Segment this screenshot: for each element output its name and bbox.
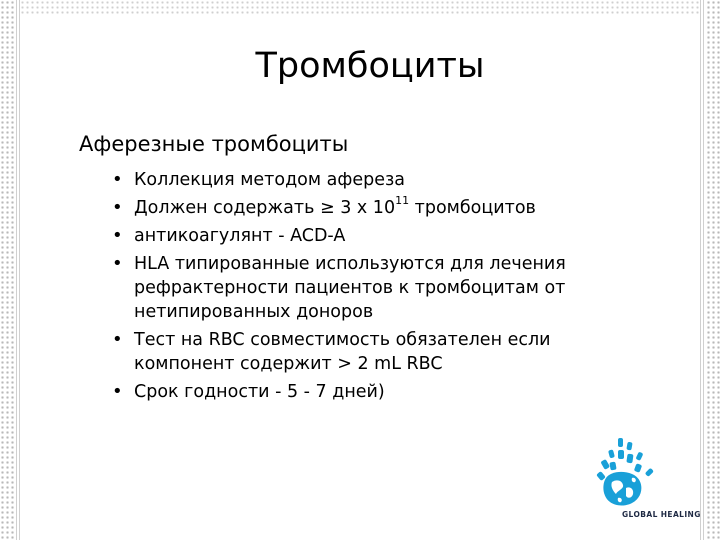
bullet-text <box>134 194 536 218</box>
bullet-marker: • <box>112 329 123 350</box>
top-dotted-band <box>20 0 700 14</box>
slide-subtitle: Аферезные тромбоциты <box>79 132 349 156</box>
bullet-item <box>112 380 632 404</box>
bullet-item <box>112 252 632 324</box>
bullet-item <box>112 328 632 376</box>
hand-globe-logo-icon <box>592 432 702 522</box>
bullet-marker: • <box>112 253 123 274</box>
exponent: 11 <box>395 194 410 208</box>
bullet-marker: • <box>112 169 123 190</box>
bullet-text: антикоагулянт - ACD-A <box>134 226 346 246</box>
bullet-text: Срок годности - 5 - 7 дней) <box>134 382 385 402</box>
slide-title: Тромбоциты <box>255 46 485 86</box>
bullet-text: Коллекция методом афереза <box>134 170 406 190</box>
bullet-item <box>112 168 632 192</box>
bullet-marker: • <box>112 225 123 246</box>
bullet-item <box>112 196 632 220</box>
logo-text: GLOBAL HEALING <box>622 510 701 519</box>
bullet-marker: • <box>112 381 123 402</box>
bullet-marker: • <box>112 197 123 218</box>
bullet-text-pre: Должен содержать ≥ 3 x 10 <box>134 198 396 218</box>
bullet-text: HLA типированные используются для лечения рефрактерности пациентов к тромбоцитам от нетипированных доноров <box>134 254 566 322</box>
bullet-item <box>112 224 632 248</box>
bullet-text-post: тромбоцитов <box>409 198 536 218</box>
bullet-text: Тест на RBC совместимость обязателен если компонент содержит > 2 mL RBC <box>134 330 551 374</box>
bullet-list <box>112 168 632 408</box>
